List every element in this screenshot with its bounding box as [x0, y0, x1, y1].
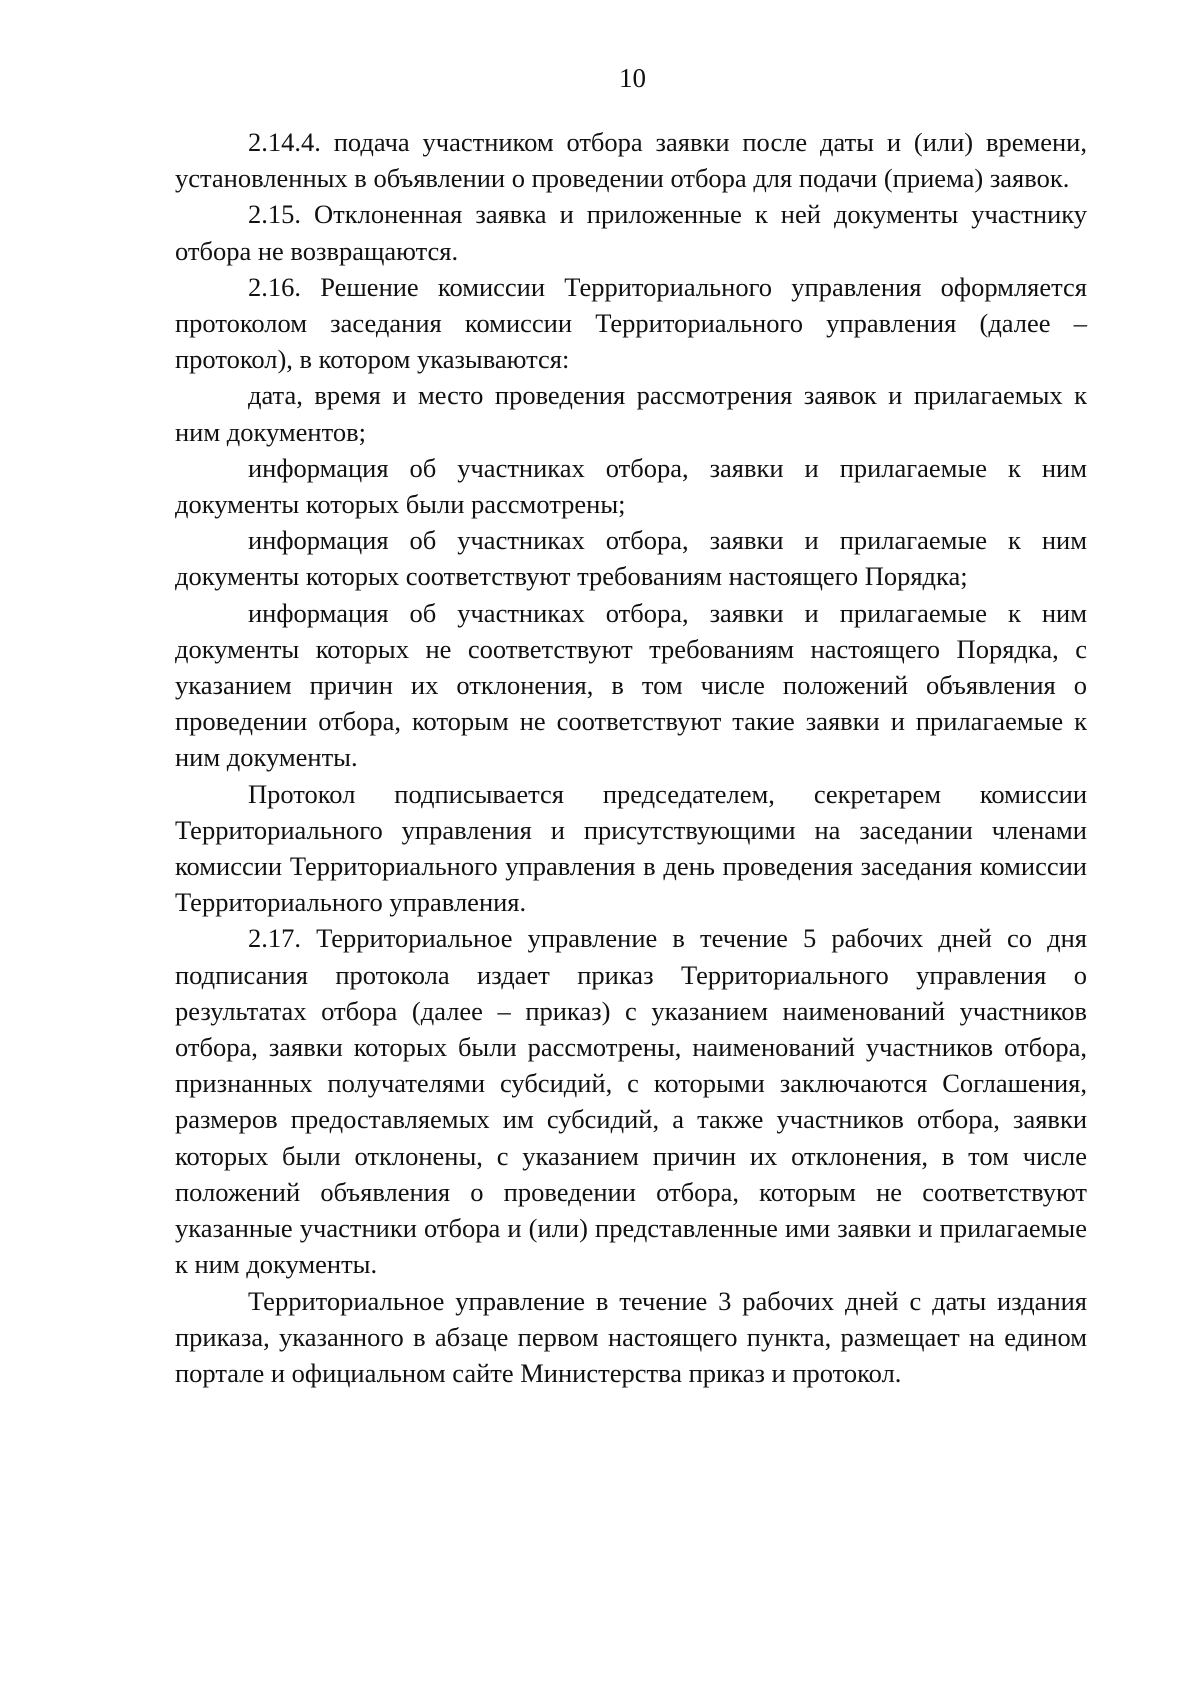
page-number: 10: [619, 63, 646, 93]
paragraph-2-14-4: 2.14.4. подача участником отбора заявки после даты и (или) времени, установленных в объявлении о проведении отбора для подачи (приема) заявок.: [175, 127, 1087, 194]
paragraph-2-15: 2.15. Отклоненная заявка и приложенные к ней документы участнику отбора не возвращаются.: [175, 199, 1087, 266]
protocol-item-compliant-participants: информация об участниках отбора, заявки и прилагаемые к ним документы которых соответствуют требованиям настоящего Порядка;: [175, 525, 1087, 592]
document-body: [175, 124, 1087, 1391]
paragraph-2-16: 2.16. Решение комиссии Территориального управления оформляется протоколом заседания комиссии Территориального управления (далее – протокол), в котором указываются:: [175, 271, 1087, 375]
paragraph-publication: Территориальное управление в течение 3 рабочих дней с даты издания приказа, указанного в абзаце первом настоящего пункта, размещает на едином портале и официальном сайте Министерства приказ и протокол.: [175, 1285, 1087, 1388]
paragraph-protocol-signing: Протокол подписывается председателем, секретарем комиссии Территориального управления и присутствующими на заседании членами комиссии Территориального управления в день проведения заседания комиссии Территориального управления.: [175, 778, 1087, 918]
paragraph-2-17: 2.17. Территориальное управление в течение 5 рабочих дней со дня подписания протокола издает приказ Территориального управления о результатах отбора (далее – приказ) с указанием наименований участников отбора, заявки которых были рассмотрены, наименований участников отбора, признанных получателями субсидий, с которыми заключаются Соглашения, размеров предоставляемых им субсидий, а также участников отбора, заявки которых были отклонены, с указанием причин их отклонения, в том числе положений объявления о проведении отбора, которым не соответствуют указанные участники отбора и (или) представленные ими заявки и прилагаемые к ним документы.: [175, 923, 1087, 1280]
protocol-item-reviewed-participants: информация об участниках отбора, заявки и прилагаемые к ним документы которых были рассмотрены;: [175, 452, 1087, 520]
protocol-item-date-time-place: дата, время и место проведения рассмотрения заявок и прилагаемых к ним документов;: [175, 380, 1087, 447]
protocol-item-rejected-participants: информация об участниках отбора, заявки и прилагаемые к ним документы которых не соответствуют требованиям настоящего Порядка, с указанием причин их отклонения, в том числе положений объявления о проведении отбора, которым не соответствуют такие заявки и прилагаемые к ним документы.: [175, 597, 1087, 773]
